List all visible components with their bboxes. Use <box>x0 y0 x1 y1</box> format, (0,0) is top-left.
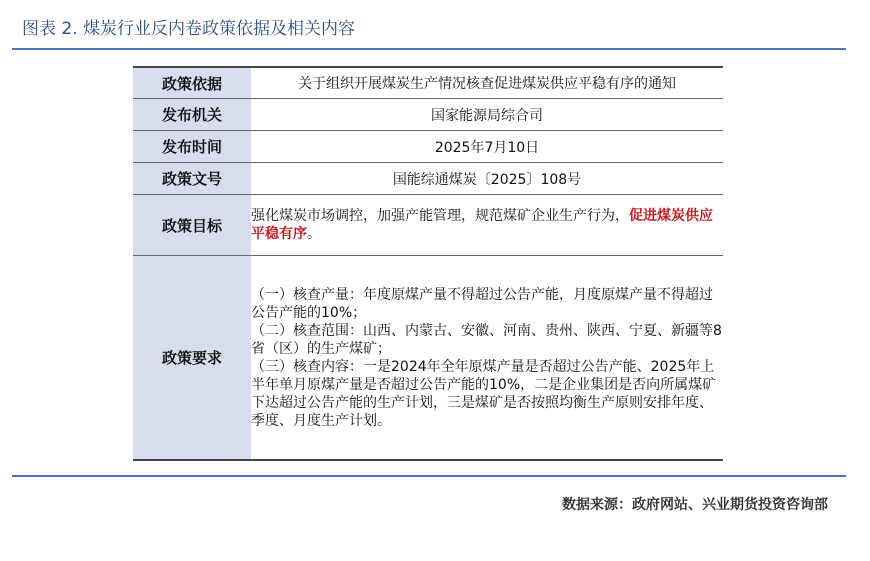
requirement-item: （二）核查范围：山西、内蒙古、安徽、河南、贵州、陕西、宁夏、新疆等8省（区）的生产煤矿； <box>251 322 722 357</box>
table-row <box>133 131 723 163</box>
row-key: 发布机关 <box>133 99 251 131</box>
row-key: 政策文号 <box>133 163 251 195</box>
table-row <box>133 163 723 195</box>
top-divider <box>12 48 846 50</box>
row-value: 2025年7月10日 <box>251 131 723 163</box>
figure-title: 图表 2. 煤炭行业反内卷政策依据及相关内容 <box>22 19 356 39</box>
goal-key: 政策目标 <box>133 195 251 256</box>
source-note: 数据来源：政府网站、兴业期货投资咨询部 <box>562 497 828 513</box>
requirements-key: 政策要求 <box>133 256 251 461</box>
table-row <box>133 99 723 131</box>
table-row <box>133 67 723 99</box>
row-key: 发布时间 <box>133 131 251 163</box>
goal-highlight: 促进煤炭供应平稳有序 <box>251 208 713 242</box>
requirement-item: （三）核查内容：一是2024年全年原煤产量是否超过公告产能、2025年上半年单月原煤产量是否超过公告产能的10%，二是企业集团是否向所属煤矿下达超过公告产能的生产计划，三是煤矿是否按照均衡生产原则安排年度、季度、月度生产计划。 <box>251 358 717 429</box>
row-key: 政策依据 <box>133 67 251 99</box>
table-row-goal <box>133 195 723 256</box>
row-value: 国家能源局综合司 <box>251 99 723 131</box>
goal-value <box>251 195 723 256</box>
requirements-value <box>251 256 723 461</box>
policy-table <box>133 66 723 461</box>
goal-text: 强化煤炭市场调控，加强产能管理，规范煤矿企业生产行为， <box>251 208 629 224</box>
table-row-requirements <box>133 256 723 461</box>
goal-text-end: 。 <box>307 226 321 242</box>
bottom-divider <box>12 475 846 477</box>
row-value: 关于组织开展煤炭生产情况核查促进煤炭供应平稳有序的通知 <box>251 67 723 99</box>
requirement-item: （一）核查产量：年度原煤产量不得超过公告产能，月度原煤产量不得超过公告产能的10%； <box>251 286 713 321</box>
row-value: 国能综通煤炭〔2025〕108号 <box>251 163 723 195</box>
